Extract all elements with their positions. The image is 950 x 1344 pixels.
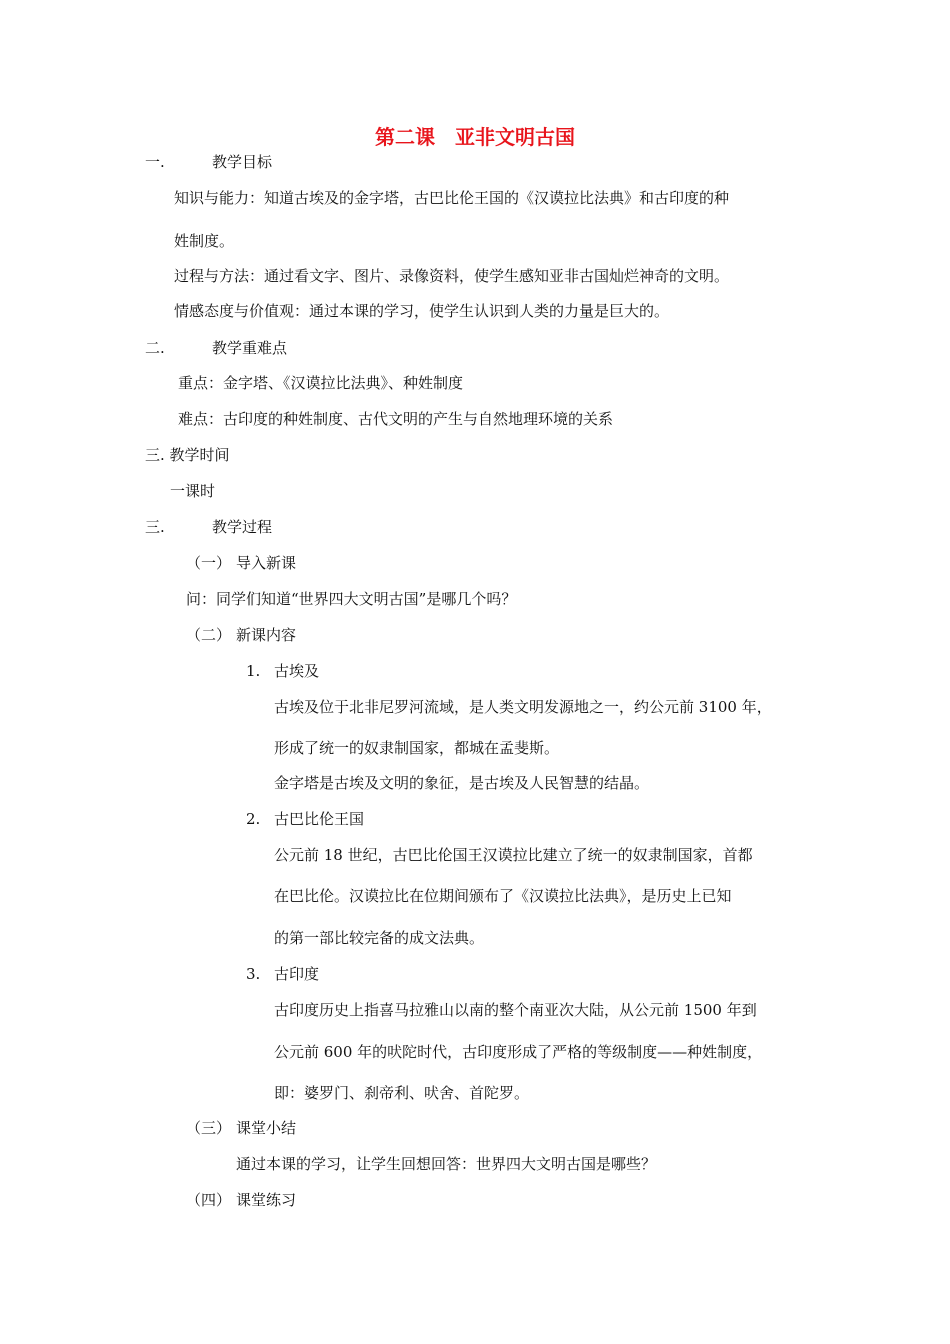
section-1-number: 一. <box>145 153 165 171</box>
goal-process: 过程与方法：通过看文字、图片、录像资料，使学生感知亚非古国灿烂神奇的文明。 <box>174 267 730 285</box>
item-1-line-3: 金字塔是古埃及文明的象征，是古埃及人民智慧的结晶。 <box>274 774 650 792</box>
item-1-heading: 古埃及 <box>274 662 320 680</box>
item-3-line-1: 古印度历史上指喜马拉雅山以南的整个南亚次大陆，从公元前 1500 年到 <box>274 1001 757 1019</box>
item-2-line-1: 公元前 18 世纪，古巴比伦国王汉谟拉比建立了统一的奴隶制国家，首都 <box>274 846 753 864</box>
part-3-number: （三） <box>186 1119 232 1137</box>
section-2-heading: 教学重难点 <box>212 339 288 357</box>
section-4-heading: 教学过程 <box>212 518 273 536</box>
item-1-number: 1. <box>246 662 261 680</box>
section-1-heading: 教学目标 <box>212 153 273 171</box>
goal-emotion: 情感态度与价值观：通过本课的学习，使学生认识到人类的力量是巨大的。 <box>174 302 670 320</box>
intro-question: 问：同学们知道“世界四大文明古国”是哪几个吗？ <box>186 590 517 608</box>
item-1-line-1: 古埃及位于北非尼罗河流域，是人类文明发源地之一，约公元前 3100 年， <box>274 698 772 716</box>
item-2-number: 2. <box>246 810 261 828</box>
lesson-title: 第二课 亚非文明古国 <box>375 125 575 149</box>
part-2-number: （二） <box>186 626 232 644</box>
part-1-number: （一） <box>186 554 232 572</box>
goal-knowledge-line-1: 知识与能力：知道古埃及的金字塔，古巴比伦王国的《汉谟拉比法典》和古印度的种 <box>174 189 730 207</box>
section-2-number: 二. <box>145 339 165 357</box>
part-4-number: （四） <box>186 1191 232 1209</box>
item-1-line-2: 形成了统一的奴隶制国家，都城在孟斐斯。 <box>274 739 560 757</box>
item-3-line-3: 即：婆罗门、刹帝利、吠舍、首陀罗。 <box>274 1084 530 1102</box>
summary-text: 通过本课的学习，让学生回想回答：世界四大文明古国是哪些？ <box>236 1155 657 1173</box>
section-3-heading: 三. 教学时间 <box>145 446 230 464</box>
item-2-heading: 古巴比伦王国 <box>274 810 365 828</box>
item-3-heading: 古印度 <box>274 965 320 983</box>
item-2-line-2: 在巴比伦。汉谟拉比在位期间颁布了《汉谟拉比法典》，是历史上已知 <box>274 887 732 905</box>
part-2-heading: 新课内容 <box>236 626 297 644</box>
part-1-heading: 导入新课 <box>236 554 297 572</box>
item-3-number: 3. <box>246 965 261 983</box>
difficulties: 难点：古印度的种姓制度、古代文明的产生与自然地理环境的关系 <box>178 410 614 428</box>
goal-knowledge-line-2: 姓制度。 <box>174 232 235 250</box>
item-3-line-2: 公元前 600 年的吠陀时代，古印度形成了严格的等级制度——种姓制度， <box>274 1043 763 1061</box>
item-2-line-3: 的第一部比较完备的成文法典。 <box>274 929 485 947</box>
section-4-number: 三. <box>145 518 165 536</box>
key-points: 重点：金字塔、《汉谟拉比法典》、种姓制度 <box>178 374 464 392</box>
teaching-time: 一课时 <box>170 482 216 500</box>
part-4-heading: 课堂练习 <box>236 1191 297 1209</box>
part-3-heading: 课堂小结 <box>236 1119 297 1137</box>
